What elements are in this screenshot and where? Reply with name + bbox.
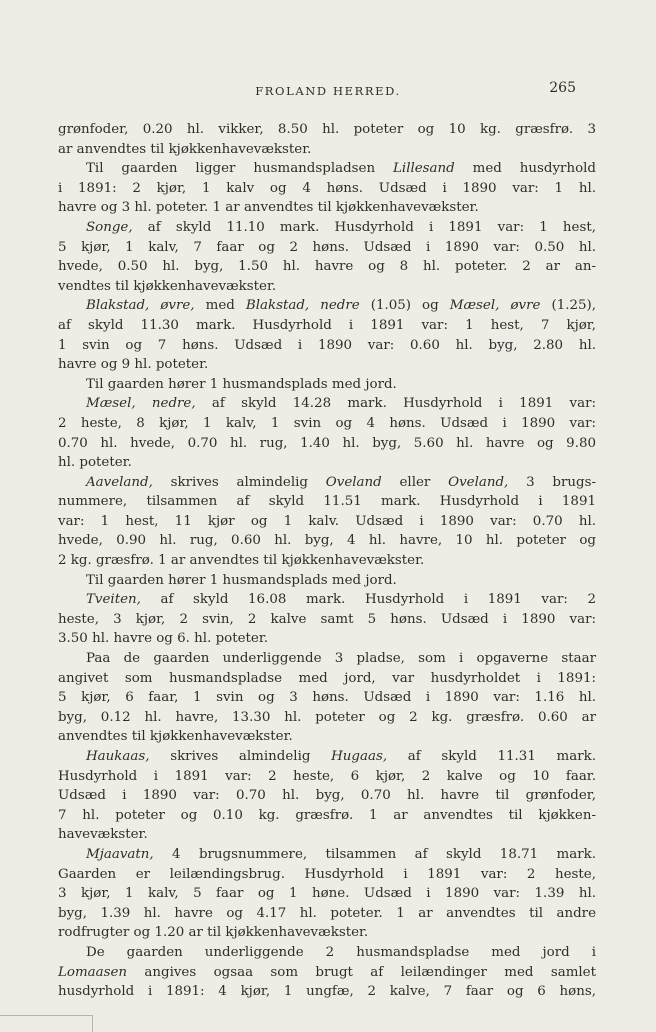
text-line: 3 kjør, 1 kalv, 5 faar og 1 høne. Udsæd i 1890 var: 1.39 hl. [58, 886, 596, 902]
text-line: nummere, tilsammen af skyld 11.51 mark. Husdyrhold i 1891 [58, 494, 596, 510]
text-line: De gaarden underliggende 2 husmandspladse med jord i [86, 944, 596, 960]
running-header: FROLAND HERRED. [255, 84, 401, 98]
text-line: byg, 1.39 hl. havre og 4.17 hl. poteter. 1 ar anvendtes til andre [58, 905, 596, 921]
text-line: ar anvendtes til kjøkkenhavevækster. [58, 141, 312, 157]
text-line: Til gaarden ligger husmandspladsen Lillesand med husdyrhold [86, 161, 596, 177]
text-line: Blakstad, øvre, med Blakstad, nedre (1.05) og Mæsel, øvre (1.25), [86, 298, 596, 314]
text-line: 2 kg. græsfrø. 1 ar anvendtes til kjøkkenhavevækster. [58, 553, 425, 569]
text-line: Haukaas, skrives almindelig Hugaas, af skyld 11.31 mark. [86, 749, 596, 764]
page-number: 265 [549, 80, 576, 96]
text-line: 3.50 hl. havre og 6. hl. poteter. [58, 631, 269, 647]
text-line: Mjaavatn, 4 brugsnummere, tilsammen af skyld 18.71 mark. [86, 846, 596, 862]
text-line: var: 1 hest, 11 kjør og 1 kalv. Udsæd i 1890 var: 0.70 hl. [58, 513, 596, 529]
text-line: husdyrhold i 1891: 4 kjør, 1 ungfæ, 2 kalve, 7 faar og 6 høns, [58, 984, 596, 1000]
text-line: Songe, af skyld 11.10 mark. Husdyrhold i 1891 var: 1 hest, [86, 219, 596, 235]
text-line: Gaarden er leilændingsbrug. Husdyrhold i 1891 var: 2 heste, [58, 866, 596, 882]
text-line: Til gaarden hører 1 husmandsplads med jord. [86, 376, 397, 392]
text-line: 2 heste, 8 kjør, 1 kalv, 1 svin og 4 høns. Udsæd i 1890 var: [58, 415, 596, 431]
text-line: heste, 3 kjør, 2 svin, 2 kalve samt 5 høns. Udsæd i 1890 var: [58, 611, 596, 627]
text-line: havre og 3 hl. poteter. 1 ar anvendtes til kjøkkenhavevækster. [58, 200, 479, 216]
text-line: byg, 0.12 hl. havre, 13.30 hl. poteter og 2 kg. græsfrø. 0.60 ar [58, 709, 596, 725]
text-line: 5 kjør, 1 kalv, 7 faar og 2 høns. Udsæd i 1890 var: 0.50 hl. [58, 239, 596, 255]
scan-edge-mark [0, 1015, 93, 1032]
text-line: hl. poteter. [58, 455, 132, 471]
text-line: Til gaarden hører 1 husmandsplads med jord. [86, 572, 397, 588]
text-line: 0.70 hl. hvede, 0.70 hl. rug, 1.40 hl. byg, 5.60 hl. havre og 9.80 [58, 435, 596, 451]
text-line: Udsæd i 1890 var: 0.70 hl. byg, 0.70 hl. havre til grønfoder, [58, 788, 596, 804]
text-line: Mæsel, nedre, af skyld 14.28 mark. Husdyrhold i 1891 var: [86, 396, 596, 412]
text-line: anvendtes til kjøkkenhavevækster. [58, 729, 293, 745]
text-line: 1 svin og 7 høns. Udsæd i 1890 var: 0.60 hl. byg, 2.80 hl. [58, 337, 596, 353]
text-line: Husdyrhold i 1891 var: 2 heste, 6 kjør, 2 kalve og 10 faar. [58, 768, 596, 784]
text-line: hvede, 0.90 hl. rug, 0.60 hl. byg, 4 hl. havre, 10 hl. poteter og [58, 533, 596, 549]
body-text [58, 120, 596, 1002]
text-line: Aaveland, skrives almindelig Oveland eller Oveland, 3 brugs- [86, 474, 596, 490]
text-line: Tveiten, af skyld 16.08 mark. Husdyrhold i 1891 var: 2 [86, 592, 596, 608]
text-line: hvede, 0.50 hl. byg, 1.50 hl. havre og 8 hl. poteter. 2 ar an- [58, 259, 596, 275]
text-line: havevækster. [58, 827, 148, 843]
text-line: angivet som husmandspladse med jord, var husdyrholdet i 1891: [58, 670, 596, 686]
text-line: vendtes til kjøkkenhavevækster. [58, 278, 277, 294]
text-line: 5 kjør, 6 faar, 1 svin og 3 høns. Udsæd i 1890 var: 1.16 hl. [58, 690, 596, 706]
text-line: af skyld 11.30 mark. Husdyrhold i 1891 var: 1 hest, 7 kjør, [58, 317, 596, 333]
text-line: 7 hl. poteter og 0.10 kg. græsfrø. 1 ar anvendtes til kjøkken- [58, 807, 596, 823]
text-line: Lomaasen angives ogsaa som brugt af leilændinger med samlet [58, 964, 596, 980]
text-line: havre og 9 hl. poteter. [58, 357, 209, 373]
text-line: Paa de gaarden underliggende 3 pladse, som i opgaverne staar [86, 651, 596, 667]
text-line: rodfrugter og 1.20 ar til kjøkkenhavevækster. [58, 925, 369, 941]
text-line: grønfoder, 0.20 hl. vikker, 8.50 hl. poteter og 10 kg. græsfrø. 3 [58, 122, 596, 137]
text-line: i 1891: 2 kjør, 1 kalv og 4 høns. Udsæd i 1890 var: 1 hl. [58, 180, 596, 196]
